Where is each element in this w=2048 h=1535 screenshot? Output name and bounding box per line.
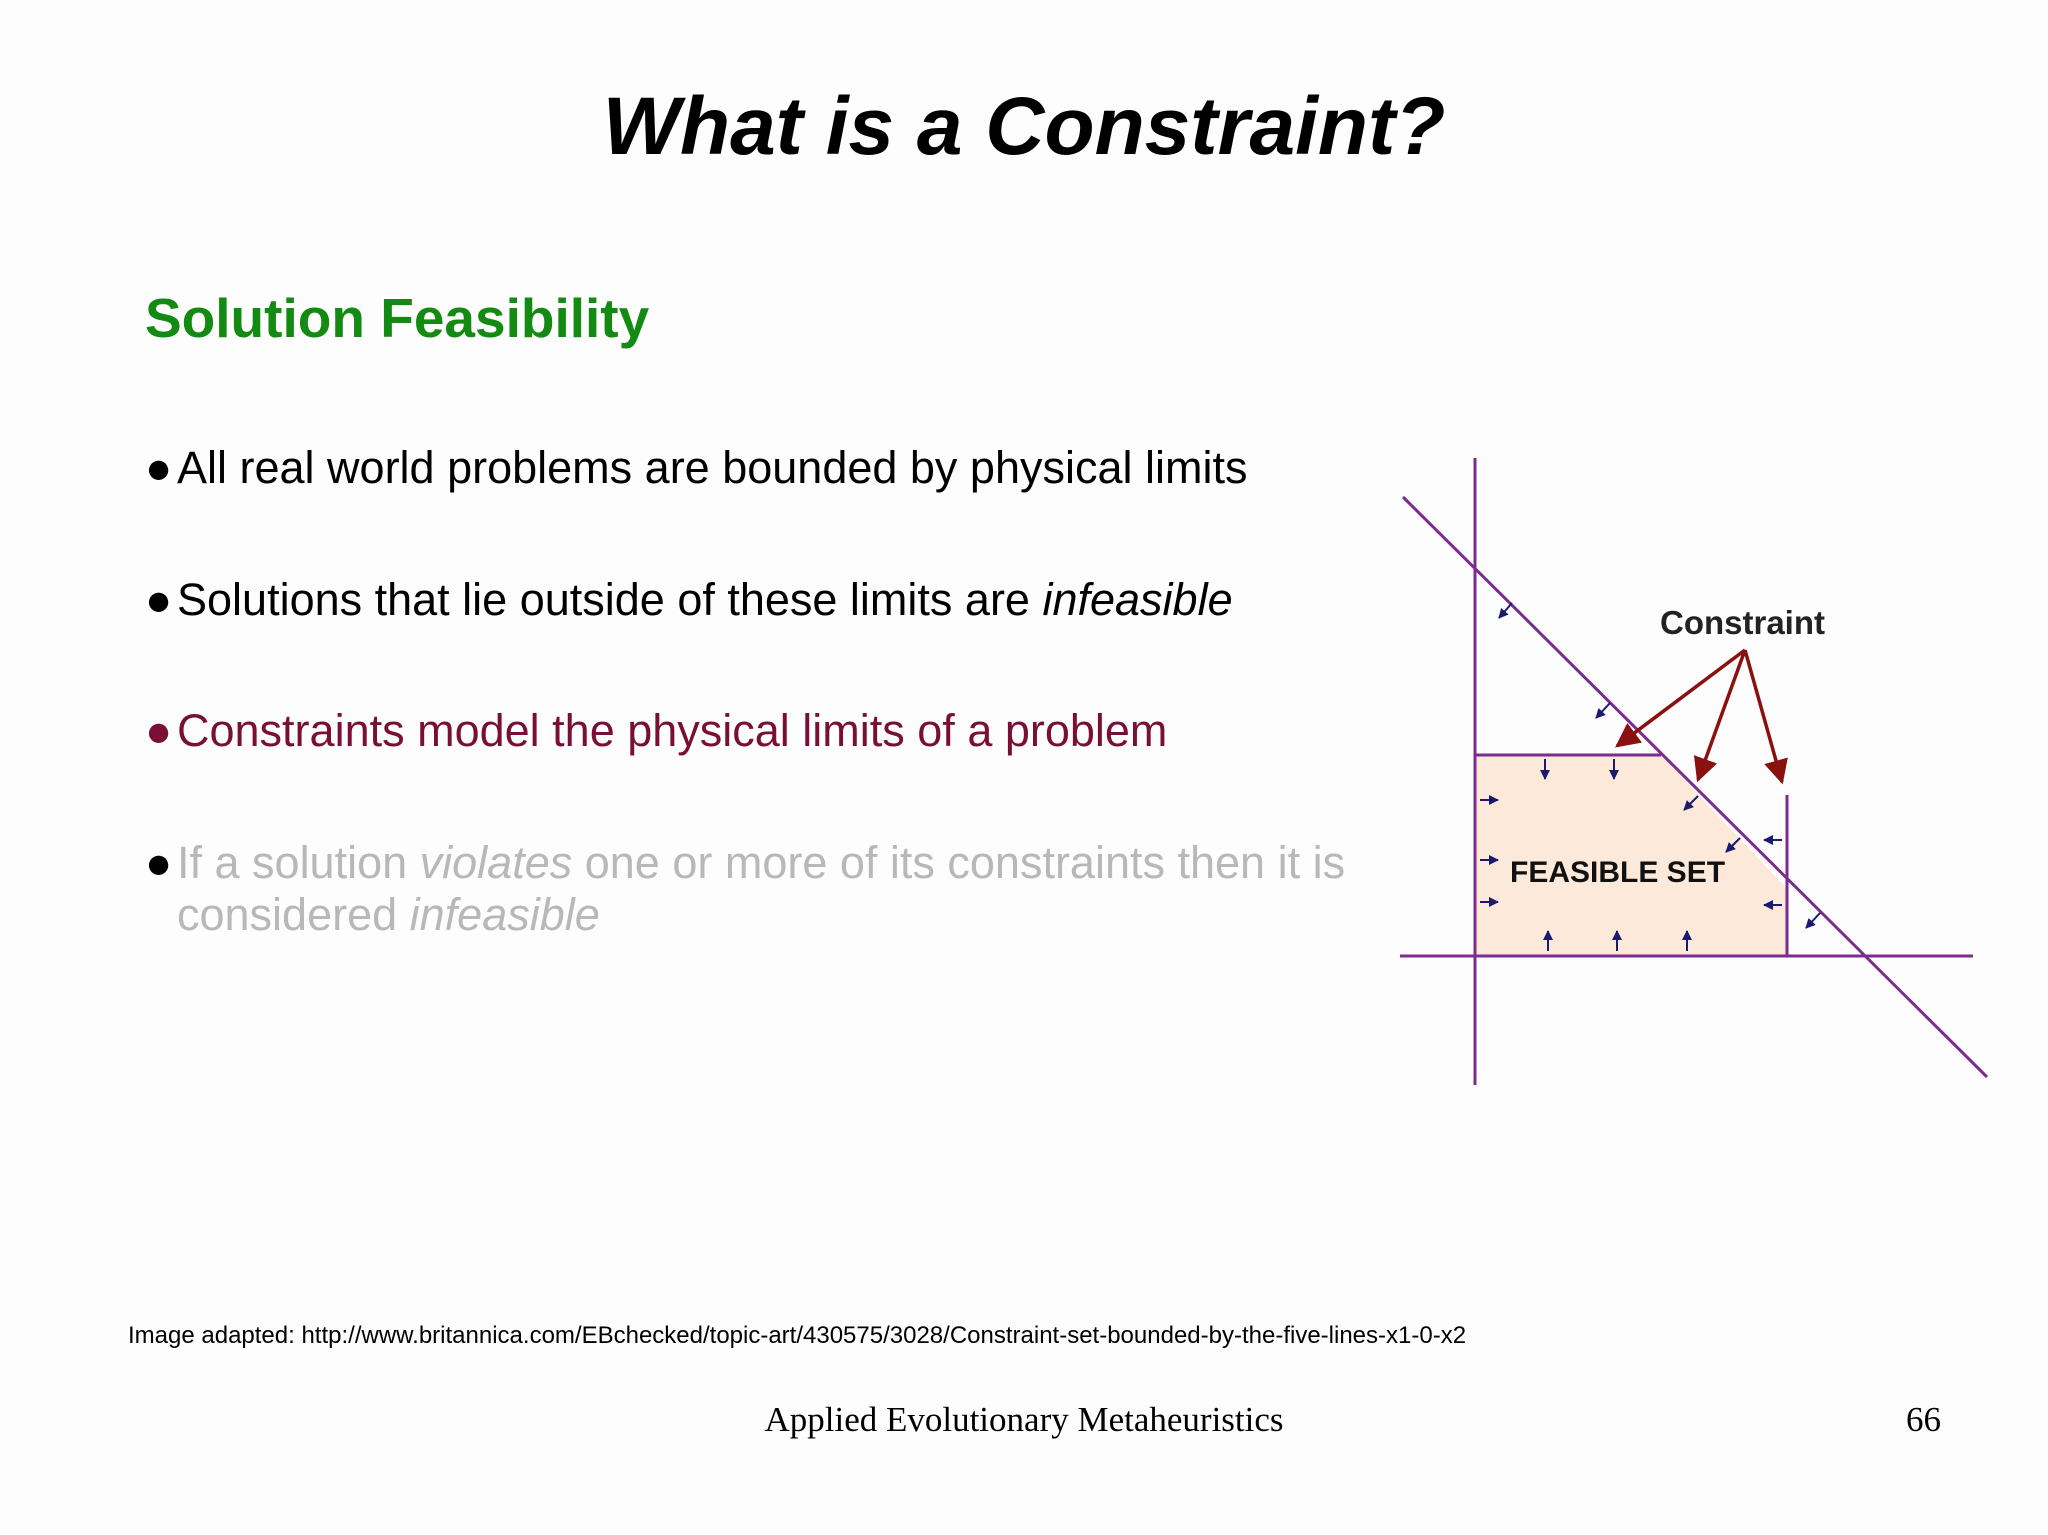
emphasis-text: violates [419, 837, 573, 888]
bullet-item [145, 574, 1415, 626]
feasible-set-label: FEASIBLE SET [1510, 856, 1726, 889]
footer-text: Applied Evolutionary Metaheuristics [764, 1400, 1284, 1439]
emphasis-text: infeasible [1042, 574, 1233, 625]
bullet-item [145, 705, 1415, 757]
bullet-text: All real world problems are bounded by physical limits [177, 442, 1248, 493]
page-number: 66 [1906, 1400, 1941, 1439]
direction-arrow [1596, 703, 1610, 718]
bullet-item [145, 837, 1415, 941]
emphasis-text: infeasible [409, 889, 600, 940]
bullet-text: If a solution violates one or more of its constraints then it is considered infeasible [177, 837, 1346, 940]
constraint-arrow [1745, 650, 1782, 782]
bullet-text: Constraints model the physical limits of a problem [177, 705, 1168, 756]
bullet-icon: ● [145, 837, 173, 888]
bullet-text: Solutions that lie outside of these limits are infeasible [177, 574, 1233, 625]
direction-arrow [1806, 913, 1820, 928]
bullet-icon: ● [145, 705, 173, 756]
constraint-diagram [1385, 450, 2005, 1100]
slide-title: What is a Constraint? [602, 81, 1446, 172]
direction-arrow [1499, 603, 1512, 618]
image-source-caption: Image adapted: http://www.britannica.com/EBchecked/topic-art/430575/3028/Constraint-set-bounded-by-the-five-lines-x1-0-x2 [128, 1322, 1467, 1349]
bullet-icon: ● [145, 574, 173, 625]
constraint-label: Constraint [1660, 604, 1825, 641]
bullet-item [145, 442, 1415, 494]
slide-subtitle: Solution Feasibility [145, 287, 650, 349]
bullet-icon: ● [145, 442, 173, 493]
